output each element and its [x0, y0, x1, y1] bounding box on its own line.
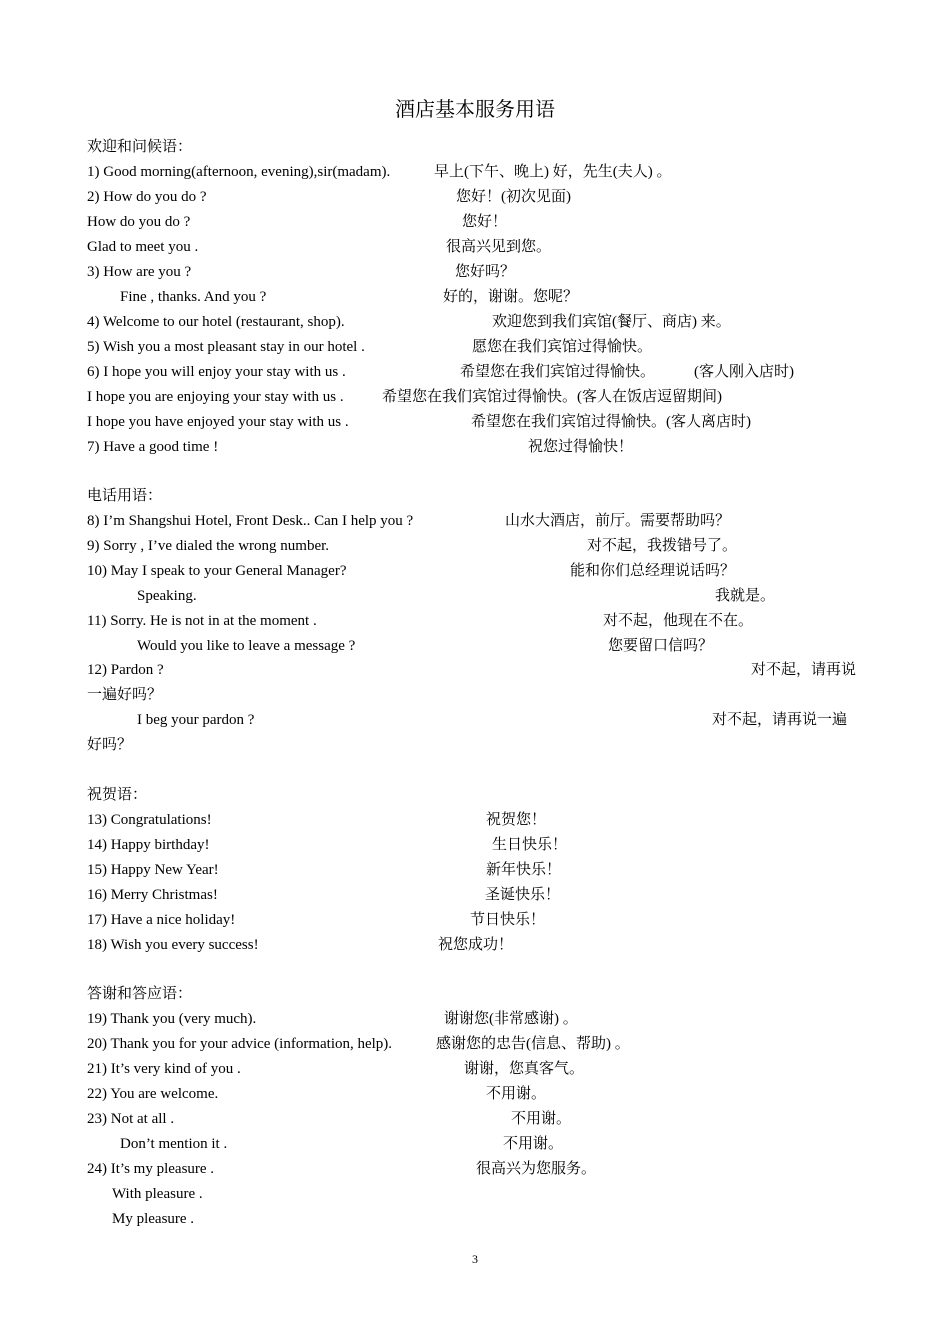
phrase-en: Glad to meet you . [87, 239, 199, 255]
phrase-en: 21) It’s very kind of you . [87, 1061, 241, 1077]
phrase-zh: 感谢您的忠告(信息、帮助) 。 [436, 1036, 630, 1052]
phrase-zh: 希望您在我们宾馆过得愉快。(客人离店时) [471, 414, 751, 430]
phrase-en: 10) May I speak to your General Manager? [87, 563, 347, 579]
phrase-zh-continuation: 好吗？ [87, 737, 133, 753]
phrase-en: Don’t mention it . [120, 1136, 228, 1152]
phrase-en: Would you like to leave a message ? [137, 638, 356, 654]
section-heading: 欢迎和问候语： [87, 139, 193, 155]
phrase-zh: 我就是。 [715, 588, 776, 604]
phrase-en: 23) Not at all . [87, 1111, 175, 1127]
phrase-zh: 不用谢。 [486, 1086, 547, 1102]
phrase-zh: 希望您在我们宾馆过得愉快。(客人在饭店逗留期间) [382, 389, 722, 405]
section-heading: 答谢和答应语： [87, 986, 193, 1002]
phrase-zh: 愿您在我们宾馆过得愉快。 [472, 339, 653, 355]
phrase-en: My pleasure . [112, 1211, 195, 1227]
phrase-zh: 祝您成功！ [438, 937, 514, 953]
phrase-en: 11) Sorry. He is not in at the moment . [87, 613, 317, 629]
phrase-zh: 不用谢。 [503, 1136, 564, 1152]
phrase-zh: 很高兴见到您。 [446, 239, 552, 255]
phrase-en: 14) Happy birthday! [87, 837, 210, 853]
phrase-zh: 山水大酒店，前厅。需要帮助吗？ [505, 513, 731, 529]
phrase-zh: 圣诞快乐！ [485, 887, 561, 903]
phrase-en: 17) Have a nice holiday! [87, 912, 236, 928]
phrase-zh: 新年快乐！ [486, 862, 562, 878]
phrase-note: (客人刚入店时) [694, 364, 794, 380]
page-number: 3 [472, 1252, 478, 1266]
phrase-en: 3) How are you ? [87, 264, 192, 280]
phrase-en: 16) Merry Christmas! [87, 887, 218, 903]
phrase-zh-continuation: 一遍好吗？ [87, 687, 163, 703]
phrase-zh: 欢迎您到我们宾馆(餐厅、商店) 来。 [492, 314, 731, 330]
phrase-en: With pleasure . [112, 1186, 203, 1202]
phrase-zh: 早上(下午、晚上) 好，先生(夫人) 。 [434, 164, 672, 180]
phrase-zh: 您要留口信吗？ [608, 638, 714, 654]
phrase-en: I hope you have enjoyed your stay with us . [87, 414, 349, 430]
phrase-en: 24) It’s my pleasure . [87, 1161, 215, 1177]
phrase-en: I beg your pardon ? [137, 712, 255, 728]
phrase-en: I hope you are enjoying your stay with us . [87, 389, 344, 405]
page-title: 酒店基本服务用语 [395, 99, 555, 121]
phrase-en: How do you do ? [87, 214, 191, 230]
phrase-en: 22) You are welcome. [87, 1086, 219, 1102]
phrase-en: 4) Welcome to our hotel (restaurant, shop). [87, 314, 345, 330]
phrase-en: 20) Thank you for your advice (information, help). [87, 1036, 393, 1052]
phrase-zh: 您好吗？ [455, 264, 516, 280]
phrase-en: 8) I’m Shangshui Hotel, Front Desk.. Can I help you ? [87, 513, 414, 529]
phrase-zh: 对不起，他现在不在。 [603, 613, 754, 629]
phrase-zh: 对不起，我拨错号了。 [587, 538, 738, 554]
phrase-en: 15) Happy New Year! [87, 862, 219, 878]
phrase-zh: 谢谢您(非常感谢) 。 [444, 1011, 578, 1027]
phrase-en: 18) Wish you every success! [87, 937, 259, 953]
phrase-zh: 节日快乐！ [470, 912, 546, 928]
phrase-zh: 不用谢。 [511, 1111, 572, 1127]
phrase-zh: 祝贺您！ [486, 812, 547, 828]
phrase-en: 9) Sorry , I’ve dialed the wrong number. [87, 538, 330, 554]
phrase-zh: 您好！ [462, 214, 508, 230]
phrase-zh: 能和你们总经理说话吗？ [570, 563, 736, 579]
phrase-en: 1) Good morning(afternoon, evening),sir(madam). [87, 164, 391, 180]
phrase-zh: 对不起，请再说 [751, 662, 857, 678]
phrase-en: 5) Wish you a most pleasant stay in our hotel . [87, 339, 365, 355]
phrase-en: 13) Congratulations! [87, 812, 212, 828]
phrase-en: Speaking. [137, 588, 197, 604]
phrase-en: 19) Thank you (very much). [87, 1011, 257, 1027]
phrase-en: 2) How do you do ? [87, 189, 207, 205]
phrase-zh: 您好！(初次见面) [456, 189, 571, 205]
phrase-zh: 很高兴为您服务。 [476, 1161, 597, 1177]
phrase-en: 6) I hope you will enjoy your stay with us . [87, 364, 346, 380]
section-heading: 祝贺语： [87, 787, 148, 803]
section-heading: 电话用语： [87, 488, 163, 504]
phrase-en: 7) Have a good time ! [87, 439, 219, 455]
phrase-zh: 希望您在我们宾馆过得愉快。 [460, 364, 656, 380]
phrase-en: Fine , thanks. And you ? [120, 289, 267, 305]
phrase-zh: 生日快乐！ [492, 837, 568, 853]
phrase-zh: 祝您过得愉快！ [528, 439, 634, 455]
phrase-zh: 好的，谢谢。您呢？ [443, 289, 579, 305]
phrase-zh: 谢谢，您真客气。 [464, 1061, 585, 1077]
phrase-zh: 对不起，请再说一遍 [712, 712, 848, 728]
phrase-en: 12) Pardon ? [87, 662, 164, 678]
